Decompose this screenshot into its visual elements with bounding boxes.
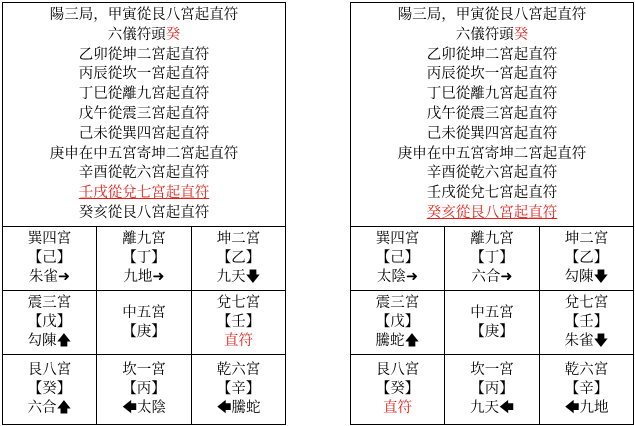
palace-stem: 【辛】 [564,381,609,397]
palace-deity: 九地➜ [123,269,165,285]
highlight-text: 癸 [165,26,181,43]
line-text: 六儀符頭 [455,26,514,43]
highlight-text: 壬戌從兌七宮起直符 [78,185,210,202]
palace-name: 艮八宮 [375,362,420,378]
palace-cell-gen [351,355,445,424]
palace-stem: 【癸】 [375,381,420,397]
header-line-highlighted [3,184,285,204]
header-line: 辛酉從乾六宮起直符 [78,165,210,182]
header-line: 己未從巽四宮起直符 [426,125,558,142]
palace-deity: 九天🡄 [470,400,514,416]
palace-deity: 勾陳🡅 [27,333,72,349]
header-line: 辛酉從乾六宮起直符 [426,165,558,182]
header-line: 庚申在中五宮寄坤二宮起直符 [397,145,587,162]
palace-cell-zhen [351,291,445,355]
palace-name: 坎一宮 [470,362,514,378]
header-line: 己未從巽四宮起直符 [78,125,210,142]
palace-deity: 九天🡇 [216,269,261,285]
palace-stem: 【辛】 [216,381,261,397]
palace-name: 中五宮 [470,304,514,321]
header-line: 陽三局，甲寅從艮八宮起直符 [397,7,587,23]
palace-stem: 【乙】 [564,250,609,266]
palace-deity-zhifu: 直符 [224,333,253,349]
left-chart-panel [2,2,286,425]
header-line: 乙卯從坤二宮起直符 [426,46,558,63]
palace-stem: 【庚】 [122,323,166,340]
palace-deity: 太陰➜ [376,269,419,285]
palace-stem: 【癸】 [27,381,72,397]
palace-stem: 【戊】 [27,314,72,330]
right-header [351,3,633,227]
palace-stem: 【丁】 [122,250,166,266]
palace-name: 離九宮 [122,231,166,247]
right-palace-grid [351,227,633,424]
palace-stem: 【丙】 [122,381,166,397]
right-chart-panel [350,2,634,425]
palace-cell-li [97,227,192,291]
palace-name: 兌七宮 [216,295,261,311]
palace-deity-zhifu: 直符 [383,400,412,416]
palace-cell-dui [192,291,285,355]
palace-deity: 朱雀🡇 [564,333,609,349]
palace-deity: 🡄太陰 [122,400,166,416]
header-line: 戊午從震三宮起直符 [78,105,210,122]
palace-name: 震三宮 [27,295,72,311]
highlight-text: 癸 [513,26,529,43]
palace-cell-qian [192,355,285,424]
palace-stem: 【壬】 [216,314,261,330]
palace-stem: 【戊】 [375,314,420,330]
palace-cell-center [445,291,540,355]
header-line-highlighted [351,204,633,224]
palace-cell-kun [540,227,633,291]
palace-deity: 六合➜ [471,269,513,285]
palace-deity: 騰蛇🡅 [375,333,420,349]
palace-cell-kun [192,227,285,291]
palace-cell-qian [540,355,633,424]
palace-stem: 【乙】 [216,250,261,266]
palace-name: 乾六宮 [216,362,261,378]
palace-name: 坤二宮 [564,231,609,247]
highlight-text: 癸亥從艮八宮起直符 [426,204,558,221]
palace-deity: 🡄九地 [564,400,609,416]
palace-cell-li [445,227,540,291]
header-line: 癸亥從艮八宮起直符 [78,204,210,221]
palace-name: 震三宮 [375,295,420,311]
palace-stem: 【丁】 [470,250,514,266]
palace-name: 離九宮 [470,231,514,247]
palace-stem: 【庚】 [470,323,514,340]
palace-cell-zhen [3,291,97,355]
palace-cell-gen [3,355,97,424]
left-header [3,3,285,227]
palace-deity: 六合🡅 [27,400,72,416]
header-line: 丙辰從坎一宮起直符 [426,66,558,83]
line-text: 六儀符頭 [107,26,166,43]
palace-name: 艮八宮 [27,362,72,378]
palace-name: 乾六宮 [564,362,609,378]
header-line: 乙卯從坤二宮起直符 [78,46,210,63]
palace-name: 坤二宮 [216,231,261,247]
palace-name: 巽四宮 [375,231,420,247]
palace-cell-xun [351,227,445,291]
palace-cell-kan [97,355,192,424]
palace-deity: 朱雀➜ [28,269,71,285]
header-line: 陽三局，甲寅從艮八宮起直符 [49,7,239,23]
palace-cell-center [97,291,192,355]
palace-cell-xun [3,227,97,291]
header-line [3,26,285,46]
palace-cell-kan [445,355,540,424]
palace-name: 兌七宮 [564,295,609,311]
header-line: 丁巳從離九宮起直符 [426,86,558,103]
palace-stem: 【己】 [27,250,72,266]
palace-stem: 【丙】 [470,381,514,397]
palace-stem: 【壬】 [564,314,609,330]
palace-name: 坎一宮 [122,362,166,378]
header-line: 丙辰從坎一宮起直符 [78,66,210,83]
palace-deity: 🡄騰蛇 [216,400,261,416]
header-line: 丁巳從離九宮起直符 [78,86,210,103]
header-line [351,26,633,46]
palace-cell-dui [540,291,633,355]
header-line: 壬戌從兌七宮起直符 [426,185,558,202]
palace-deity: 勾陳🡇 [564,269,609,285]
palace-stem: 【己】 [375,250,420,266]
header-line: 戊午從震三宮起直符 [426,105,558,122]
left-palace-grid [3,227,285,424]
palace-name: 中五宮 [122,304,166,321]
palace-name: 巽四宮 [27,231,72,247]
header-line: 庚申在中五宮寄坤二宮起直符 [49,145,239,162]
